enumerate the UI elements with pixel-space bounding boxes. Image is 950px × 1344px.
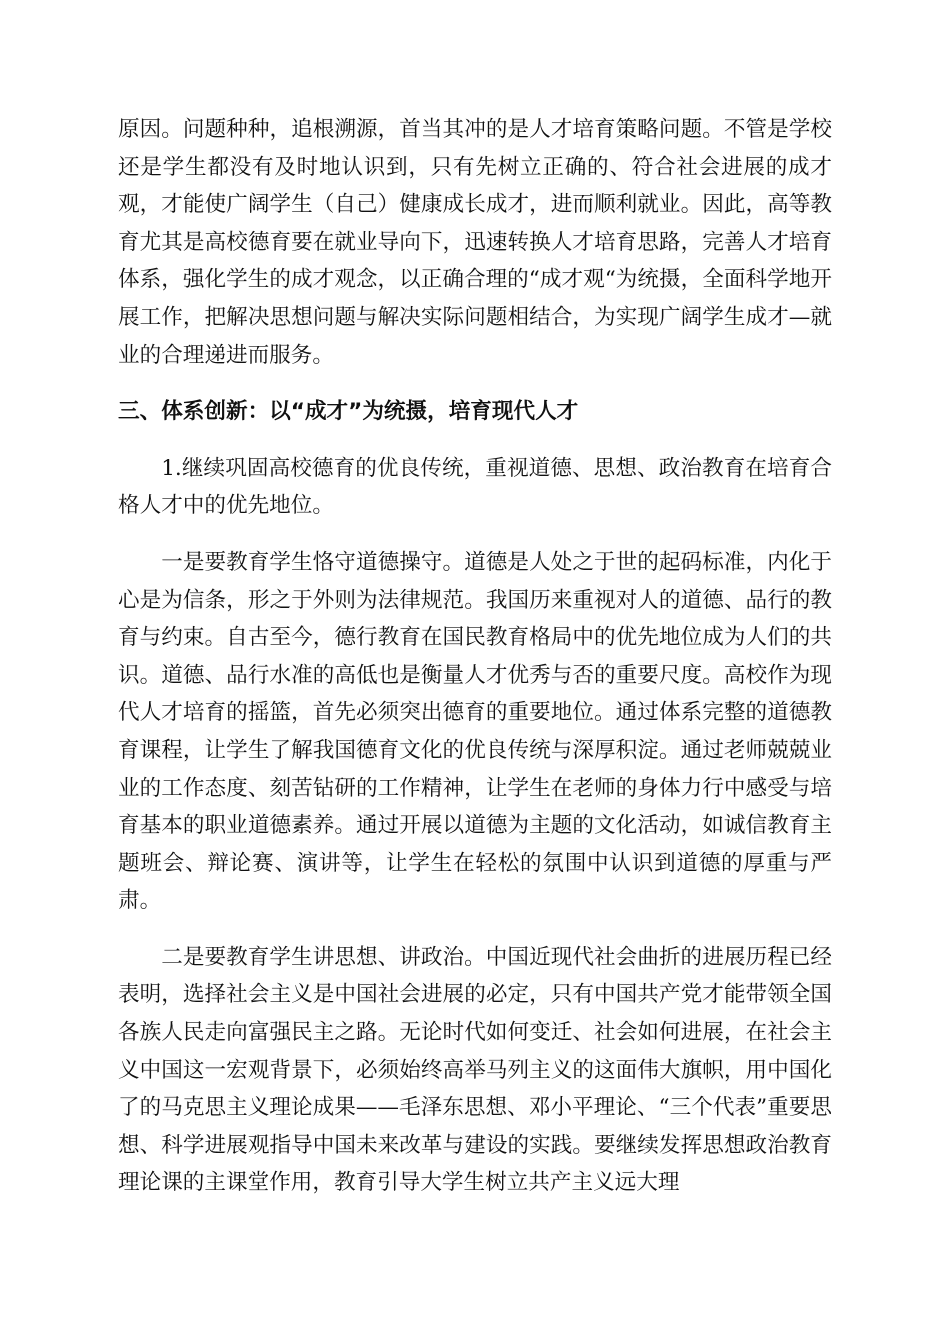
section-heading: 三、体系创新：以“成才”为统摄，培育现代人才 bbox=[118, 399, 579, 425]
paragraph-intro: 原因。问题种种，追根溯源，首当其冲的是人才培育策略问题。不管是学校还是学生都没有及时地认识到，只有先树立正确的、符合社会进展的成才观，才能使广阔学生（自己）健康成长成才，进而顺利就业。因此，高等教育尤其是高校德育要在就业导向下，迅速转换人才培育思路，完善人才培育体系，强化学生的成才观念，以正确合理的“成才观“为统摄，全面科学地开展工作，把解决思想问题与解决实际问题相结合，为实现广阔学生成才—就业的合理递进而服务。 bbox=[118, 117, 832, 368]
paragraph-moral-education: 一是要教育学生恪守道德操守。道德是人处之于世的起码标准，内化于心是为信条，形之于外则为法律规范。我国历来重视对人的道德、品行的教育与约束。自古至今，德行教育在国民教育格局中的优先地位成为人们的共识。道德、品行水准的高低也是衡量人才优秀与否的重要尺度。高校作为现代人才培育的摇篮，首先必须突出德育的重要地位。通过体系完整的道德教育课程，让学生了解我国德育文化的优良传统与深厚积淀。通过老师兢兢业业的工作态度、刻苦钻研的工作精神，让学生在老师的身体力行中感受与培育基本的职业道德素养。通过开展以道德为主题的文化活动，如诚信教育主题班会、辩论赛、演讲等，让学生在轻松的氛围中认识到道德的厚重与严肃。 bbox=[118, 549, 832, 914]
paragraph-point-1: 1.继续巩固高校德育的优良传统，重视道德、思想、政治教育在培育合格人才中的优先地位。 bbox=[118, 455, 832, 519]
document-body bbox=[118, 111, 832, 1202]
paragraph-political-education: 二是要教育学生讲思想、讲政治。中国近现代社会曲折的进展历程已经表明，选择社会主义是中国社会进展的必定，只有中国共产党才能带领全国各族人民走向富强民主之路。无论时代如何变迁、社会如何进展，在社会主义中国这一宏观背景下，必须始终高举马列主义的这面伟大旗帜，用中国化了的马克思主义理论成果——毛泽东思想、邓小平理论、“三个代表”重要思想、科学进展观指导中国未来改革与建设的实践。要继续发挥思想政治教育理论课的主课堂作用，教育引导大学生树立共产主义远大理 bbox=[118, 944, 832, 1196]
